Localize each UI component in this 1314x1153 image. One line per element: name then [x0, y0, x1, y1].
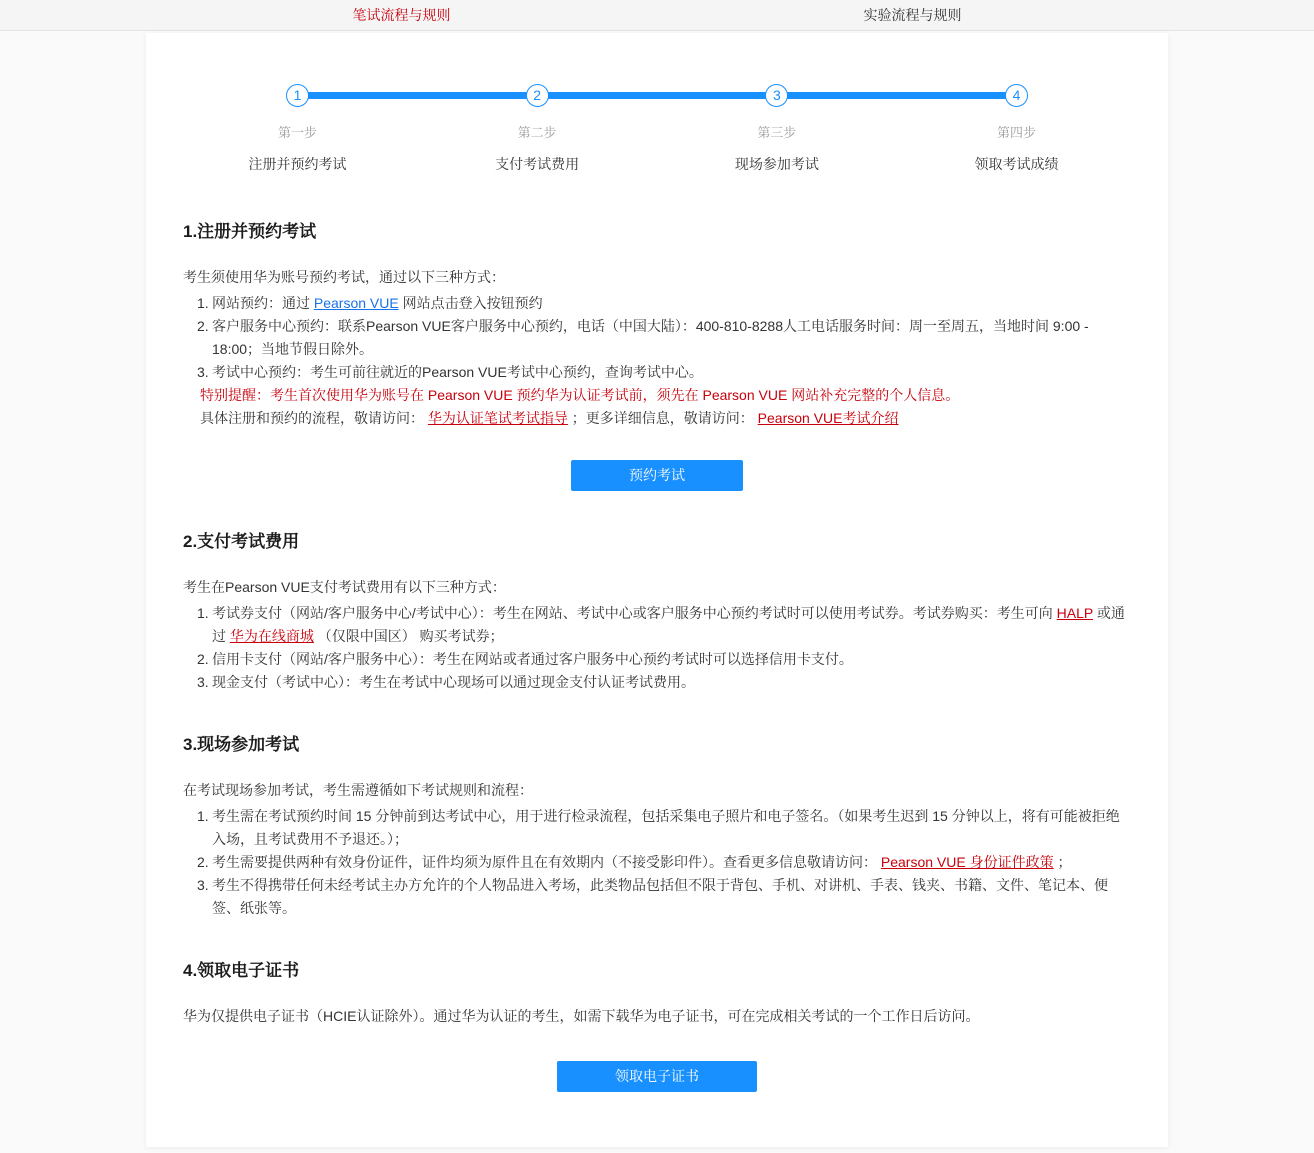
- step-3: [687, 84, 867, 174]
- inline-link[interactable]: HALP: [1056, 605, 1093, 621]
- button-row: [183, 1061, 1131, 1092]
- list-index: 1.: [197, 295, 209, 311]
- tab-lab-exam-rules[interactable]: 实验流程与规则: [863, 7, 962, 23]
- step-4-title: 领取考试成绩: [974, 156, 1059, 172]
- list-index: 1.: [197, 605, 209, 621]
- text-run: 考生需在考试预约时间 15 分钟前到达考试中心，用于进行检录流程，包括采集电子照片和电子签名。（如果考生迟到 15 分钟以上，将有可能被拒绝入场，且考试费用不予退还。）；: [212, 808, 1120, 847]
- get-certificate-button[interactable]: 领取电子证书: [557, 1061, 757, 1092]
- ordered-list: [183, 602, 1131, 694]
- inline-link[interactable]: 华为认证笔试考试指导: [427, 410, 568, 426]
- list-index: 1.: [197, 808, 209, 824]
- section-heading: 2.支付考试费用: [183, 532, 300, 551]
- ordered-list: [183, 292, 1131, 384]
- step-4-circle: 4: [1005, 84, 1028, 107]
- tab-written-exam-rules[interactable]: 笔试流程与规则: [352, 7, 451, 23]
- text-run: 网站点击登入按钮预约: [398, 295, 543, 311]
- text-run: 网站预约：通过: [212, 295, 314, 311]
- list-item: [183, 874, 1131, 920]
- text-run: 考试券支付（网站/客户服务中心/考试中心）：考生在网站、考试中心或客户服务中心预约考试时可以使用考试券。考试券购买：考生可向: [212, 605, 1057, 621]
- step-1-label: 第一步: [277, 125, 317, 140]
- content-card: [146, 33, 1168, 1147]
- list-item: [183, 292, 1131, 315]
- section-notes: [183, 384, 1131, 430]
- inline-link[interactable]: 华为在线商城: [229, 628, 314, 644]
- step-3-circle: 3: [765, 84, 788, 107]
- list-item-text: [212, 874, 1131, 920]
- section-heading: 1.注册并预约考试: [183, 222, 317, 241]
- list-item-text: [212, 361, 1131, 384]
- list-item: [183, 805, 1131, 851]
- list-item: [183, 315, 1131, 361]
- list-item: [183, 851, 1131, 874]
- step-2-label: 第二步: [517, 125, 557, 140]
- text-run: 或通过: [212, 605, 1125, 644]
- list-index: 3.: [197, 877, 209, 893]
- list-item-text: [212, 292, 1131, 315]
- step-2-title: 支付考试费用: [495, 156, 580, 172]
- list-index: 2.: [197, 651, 209, 667]
- list-item-text: [212, 805, 1131, 851]
- step-2: [447, 84, 627, 174]
- step-1: [208, 84, 388, 174]
- list-index: 2.: [197, 318, 209, 334]
- text-run: ；: [1053, 854, 1072, 870]
- list-item: [183, 648, 1131, 671]
- section-payment: [183, 531, 1131, 694]
- text-run: 考生需要提供两种有效身份证件，证件均须为原件且在有效期内（不接受影印件）。查看更多信息敬请访问：: [212, 854, 881, 870]
- section-intro: 考生须使用华为账号预约考试，通过以下三种方式：: [183, 269, 505, 285]
- text-run: 特别提醒：考生首次使用华为账号在 Pearson VUE 预约华为认证考试前，须先在 Pearson VUE 网站补充完整的个人信息。: [200, 387, 960, 403]
- list-item-text: [212, 648, 1131, 671]
- step-2-circle: 2: [526, 84, 549, 107]
- sections-container: [146, 221, 1168, 1092]
- inline-link[interactable]: Pearson VUE 身份证件政策: [880, 854, 1054, 870]
- text-run: 现金支付（考试中心）：考生在考试中心现场可以通过现金支付认证考试费用。: [212, 674, 695, 690]
- book-exam-button[interactable]: 预约考试: [571, 460, 743, 491]
- list-item-text: [212, 315, 1131, 361]
- section-certificate: [183, 960, 1131, 1092]
- list-index: 2.: [197, 854, 209, 870]
- section-intro: 在考试现场参加考试，考生需遵循如下考试规则和流程：: [183, 782, 533, 798]
- text-run: 考试中心预约：考生可前往就近的Pearson VUE考试中心预约，查询考试中心。: [212, 364, 703, 380]
- top-tab-bar: [0, 0, 1314, 31]
- list-index: 3.: [197, 364, 209, 380]
- note-line: [183, 407, 1131, 430]
- text-run: ；更多详细信息，敬请访问：: [567, 410, 758, 426]
- step-4: [927, 84, 1107, 174]
- section-register: [183, 221, 1131, 491]
- step-1-circle: 1: [286, 84, 309, 107]
- step-connector-line: [298, 92, 1017, 99]
- section-onsite: [183, 734, 1131, 920]
- list-item: [183, 602, 1131, 648]
- section-heading: 3.现场参加考试: [183, 735, 300, 754]
- text-run: 客户服务中心预约：联系Pearson VUE客户服务中心预约，电话（中国大陆）：400-810-8288人工电话服务时间：周一至周五，当地时间 9:00 - 18:00；当地节假日除外。: [212, 318, 1089, 357]
- list-item-text: [212, 671, 1131, 694]
- list-item-text: [212, 602, 1131, 648]
- ordered-list: [183, 805, 1131, 920]
- text-run: 信用卡支付（网站/客户服务中心）：考生在网站或者通过客户服务中心预约考试时可以选择信用卡支付。: [212, 651, 853, 667]
- step-4-label: 第四步: [996, 125, 1036, 140]
- step-3-label: 第三步: [757, 125, 797, 140]
- inline-link[interactable]: Pearson VUE: [313, 295, 399, 311]
- section-intro: 华为仅提供电子证书（HCIE认证除外）。通过华为认证的考生，如需下载华为电子证书，可在完成相关考试的一个工作日后访问。: [183, 1008, 980, 1024]
- step-3-title: 现场参加考试: [734, 156, 819, 172]
- button-row: [183, 460, 1131, 491]
- section-heading: 4.领取电子证书: [183, 961, 300, 980]
- inline-link[interactable]: Pearson VUE考试介绍: [757, 410, 899, 426]
- list-item: [183, 361, 1131, 384]
- text-run: 具体注册和预约的流程，敬请访问：: [200, 410, 428, 426]
- list-item-text: [212, 851, 1131, 874]
- text-run: 考生不得携带任何未经考试主办方允许的个人物品进入考场，此类物品包括但不限于背包、手机、对讲机、手表、钱夹、书籍、文件、笔记本、便签、纸张等。: [212, 877, 1108, 916]
- note-line: [183, 384, 1131, 407]
- list-item: [183, 671, 1131, 694]
- text-run: （仅限中国区） 购买考试券；: [313, 628, 504, 644]
- section-intro: 考生在Pearson VUE支付考试费用有以下三种方式：: [183, 579, 506, 595]
- exam-steps-progress: [248, 33, 1059, 172]
- step-1-title: 注册并预约考试: [248, 156, 347, 172]
- list-index: 3.: [197, 674, 209, 690]
